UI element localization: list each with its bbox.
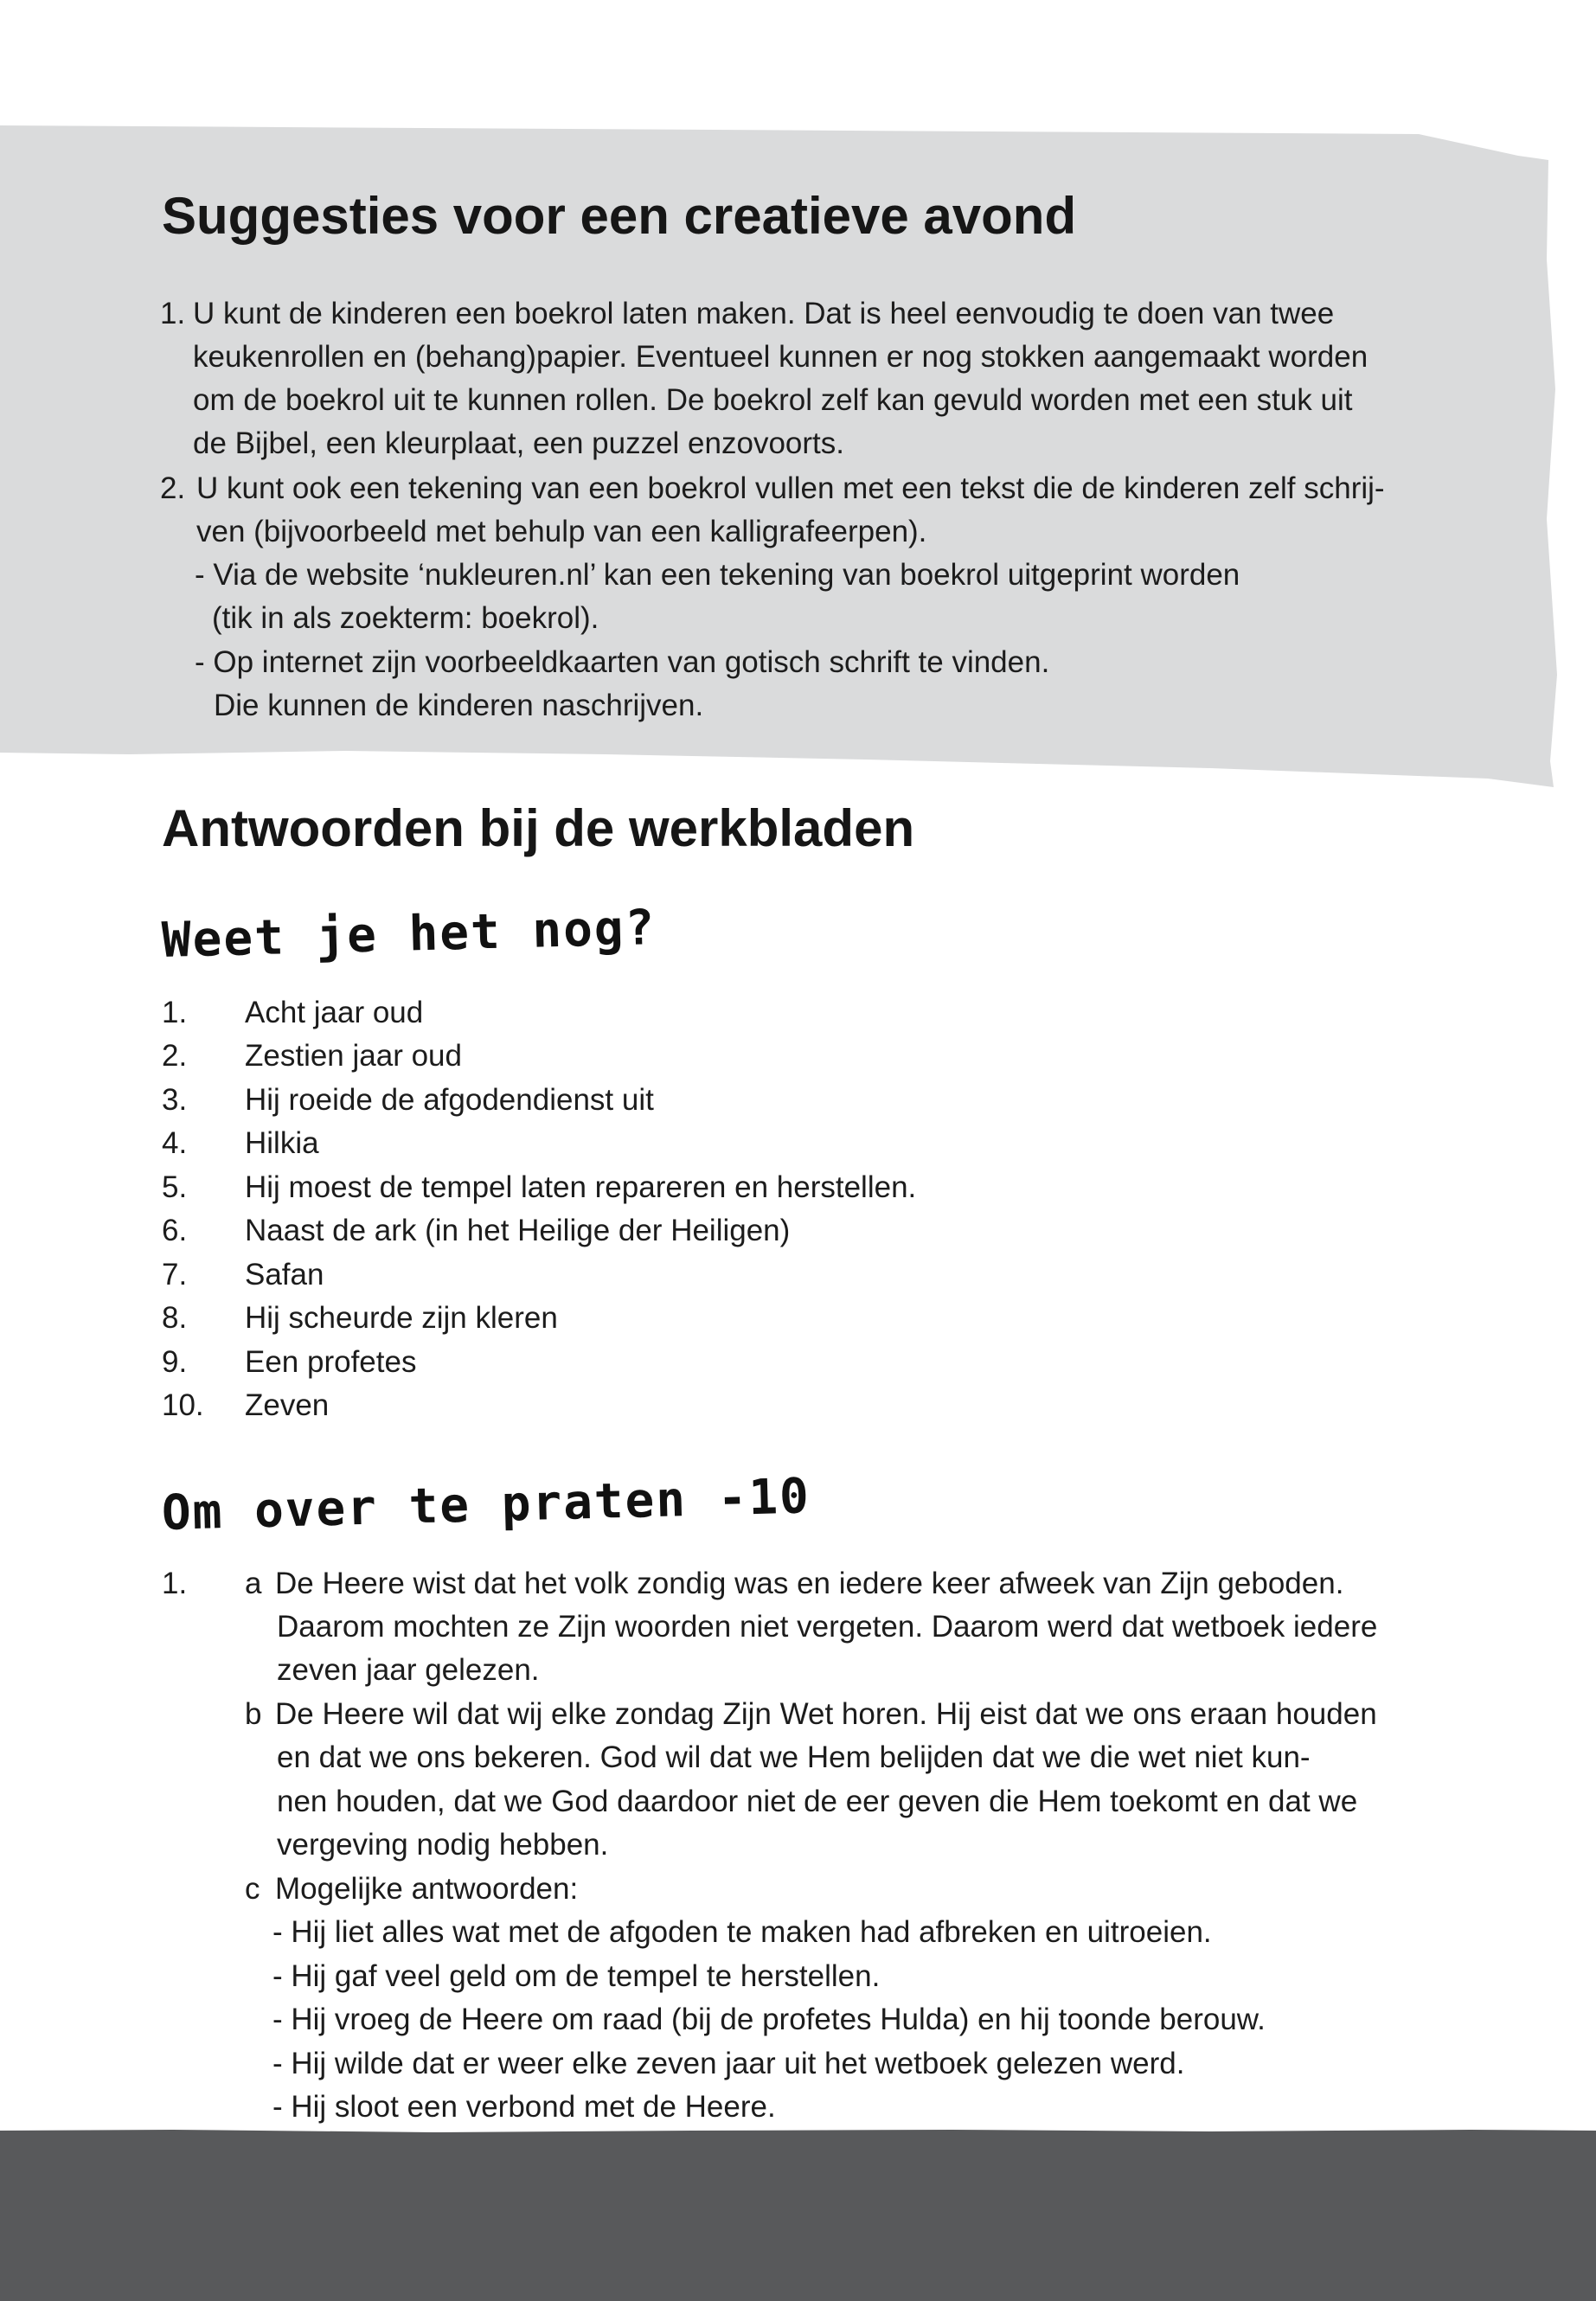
- discussion-c-item: - Hij sloot een verbond met de Heere.: [272, 2090, 776, 2124]
- quiz-answer-number: 9.: [162, 1345, 188, 1379]
- discussion-b-line: vergeving nodig hebben.: [277, 1828, 609, 1862]
- suggestions-title: Suggesties voor een creatieve avond: [162, 187, 1077, 245]
- discussion-c-item: - Hij liet alles wat met de afgoden te maken had afbreken en uitroeien.: [272, 1915, 1212, 1949]
- suggestion-sub-line: (tik in als zoekterm: boekrol).: [212, 601, 599, 635]
- suggestion-1-line: keukenrollen en (behang)papier. Eventueel kunnen er nog stokken aangemaakt worden: [193, 340, 1368, 374]
- answers-title: Antwoorden bij de werkbladen: [162, 799, 915, 857]
- quiz-answer-text: Zeven: [245, 1388, 330, 1422]
- discussion-b-line: nen houden, dat we God daardoor niet de eer geven die Hem toekomt en dat we: [277, 1785, 1358, 1818]
- discussion-c-intro: Mogelijke antwoorden:: [275, 1872, 579, 1906]
- discussion-c-item: - Hij vroeg de Heere om raad (bij de profetes Hulda) en hij toonde berouw.: [272, 2003, 1266, 2036]
- quiz-answer-text: Hij moest de tempel laten repareren en herstellen.: [245, 1170, 917, 1204]
- quiz-answer-text: Hij roeide de afgodendienst uit: [245, 1083, 654, 1117]
- suggestion-2-line: U kunt ook een tekening van een boekrol vullen met een tekst die de kinderen zelf schrij-: [196, 471, 1385, 505]
- quiz-answer-text: Zestien jaar oud: [245, 1039, 462, 1073]
- discussion-a-line: zeven jaar gelezen.: [277, 1653, 540, 1687]
- discussion-a-label: a: [245, 1567, 262, 1600]
- quiz-answer-number: 2.: [162, 1039, 188, 1073]
- quiz-answer-text: Hilkia: [245, 1126, 319, 1160]
- suggestion-sub-line: - Via de website ‘nukleuren.nl’ kan een tekening van boekrol uitgeprint worden: [195, 558, 1240, 592]
- quiz-answer-number: 5.: [162, 1170, 188, 1204]
- discussion-c-item: - Hij gaf veel geld om de tempel te herstellen.: [272, 1959, 881, 1993]
- quiz-answer-text: Acht jaar oud: [245, 996, 424, 1029]
- discussion-b-line: De Heere wil dat wij elke zondag Zijn Wet horen. Hij eist dat we ons eraan houden: [275, 1697, 1377, 1731]
- suggestion-1-line: U kunt de kinderen een boekrol laten maken. Dat is heel eenvoudig te doen van twee: [193, 297, 1335, 330]
- quiz-answer-number: 1.: [162, 996, 188, 1029]
- quiz-answer-number: 10.: [162, 1388, 204, 1422]
- discussion-c-label: c: [245, 1872, 260, 1906]
- suggestion-2-line: ven (bijvoorbeeld met behulp van een kalligrafeerpen).: [196, 515, 927, 548]
- discussion-b-line: en dat we ons bekeren. God wil dat we Hem belijden dat we die wet niet kun-: [277, 1740, 1311, 1774]
- discussion-a-line: De Heere wist dat het volk zondig was en iedere keer afweek van Zijn geboden.: [275, 1567, 1344, 1600]
- quiz-answer-number: 4.: [162, 1126, 188, 1160]
- suggestion-sub-line: Die kunnen de kinderen naschrijven.: [214, 689, 704, 722]
- quiz-answer-number: 7.: [162, 1258, 188, 1292]
- discussion-number: 1.: [162, 1567, 188, 1600]
- quiz-answer-text: Hij scheurde zijn kleren: [245, 1301, 558, 1335]
- discussion-b-label: b: [245, 1697, 262, 1731]
- quiz-answer-number: 6.: [162, 1214, 188, 1247]
- suggestion-sub-line: - Op internet zijn voorbeeldkaarten van gotisch schrift te vinden.: [195, 645, 1050, 679]
- discussion-title: Om over te praten -10: [161, 1468, 811, 1541]
- quiz-answer-number: 8.: [162, 1301, 188, 1335]
- discussion-c-item: - Hij wilde dat er weer elke zeven jaar uit het wetboek gelezen werd.: [272, 2047, 1185, 2080]
- suggestion-1-line: de Bijbel, een kleurplaat, een puzzel enzovoorts.: [193, 426, 844, 460]
- suggestion-1-line: om de boekrol uit te kunnen rollen. De boekrol zelf kan gevuld worden met een stuk uit: [193, 383, 1353, 417]
- quiz-title: Weet je het nog?: [161, 900, 657, 969]
- footer-band: [0, 2130, 1596, 2301]
- discussion-a-line: Daarom mochten ze Zijn woorden niet vergeten. Daarom werd dat wetboek iedere: [277, 1610, 1378, 1644]
- quiz-answer-text: Safan: [245, 1258, 324, 1292]
- suggestion-1-number: 1.: [160, 297, 186, 330]
- quiz-answer-number: 3.: [162, 1083, 188, 1117]
- suggestion-2-number: 2.: [160, 471, 186, 505]
- quiz-answer-text: Naast de ark (in het Heilige der Heiligen): [245, 1214, 791, 1247]
- quiz-answer-text: Een profetes: [245, 1345, 417, 1379]
